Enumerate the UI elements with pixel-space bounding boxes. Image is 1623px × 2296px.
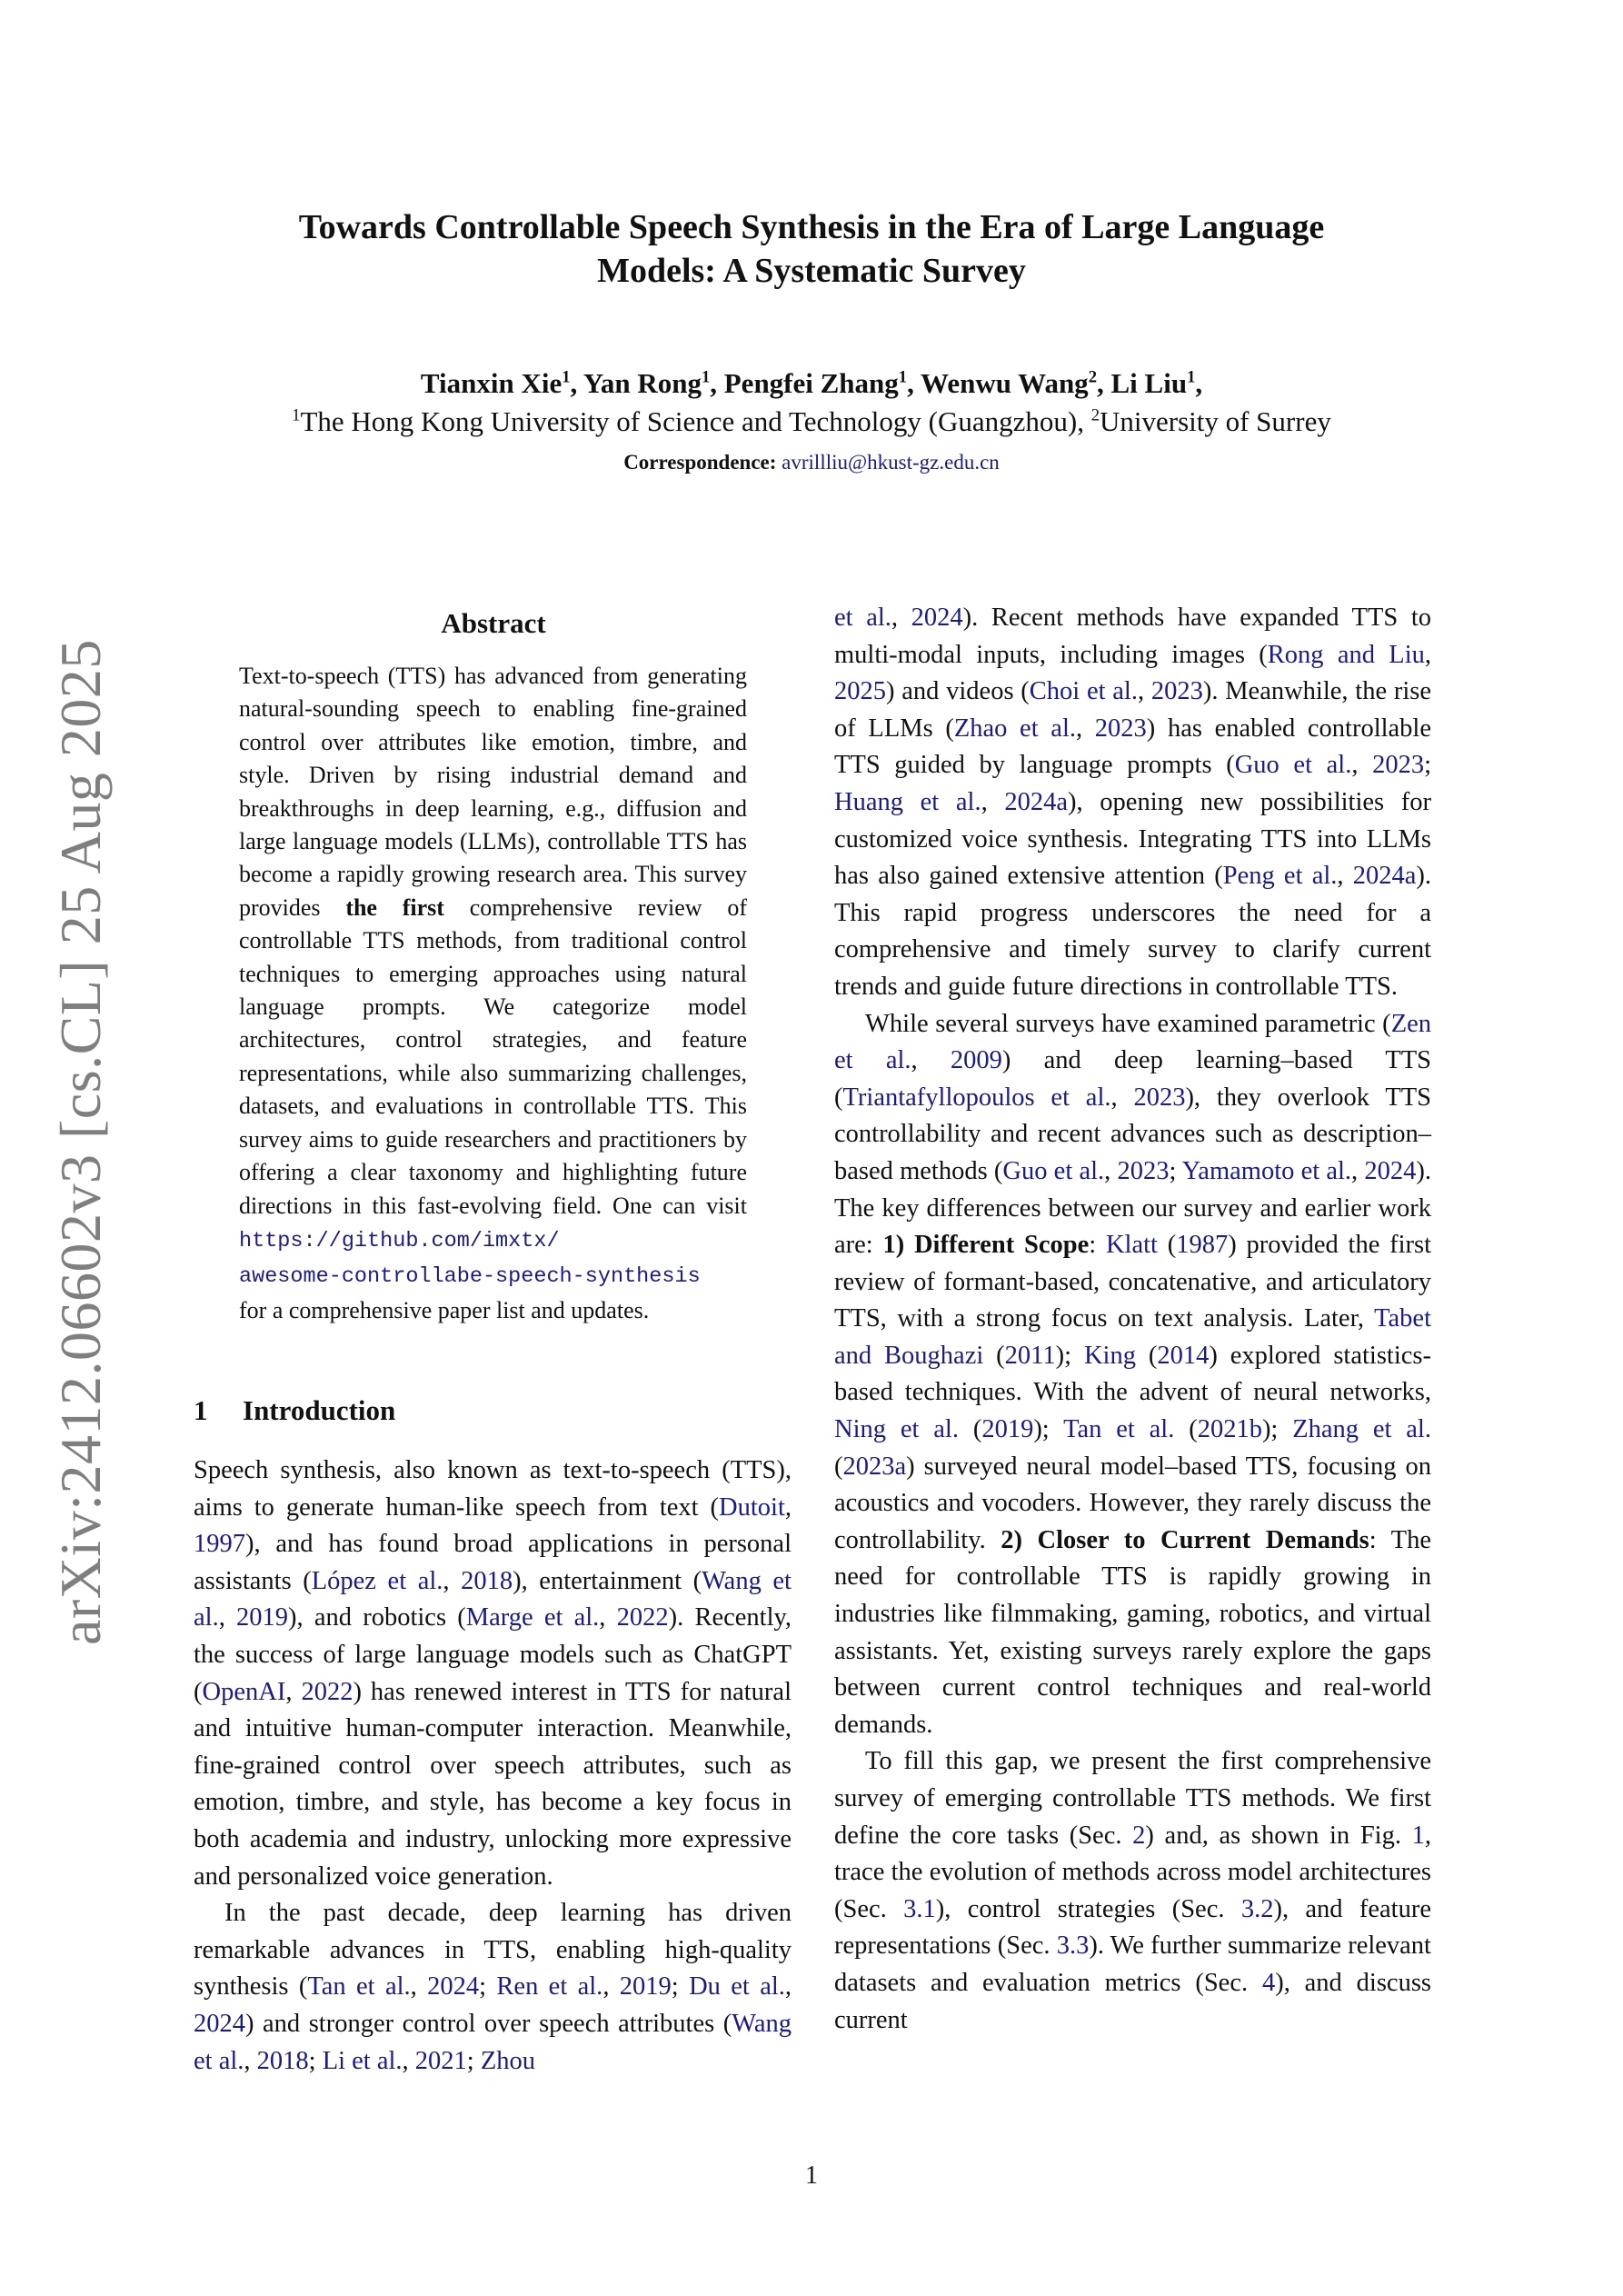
abstract-text-1: Text-to-speech (TTS) has advanced from generating natural-sounding speech to enabling fine-grained control over attributes like emotion, timbre, and style. Driven by rising industrial demand and breakthroughs in deep learning, e.g., diffusion and large language models (LLMs), controllable TTS has become a rapidly growing research area. This survey provides <box>239 663 747 921</box>
citation-link[interactable]: Tan et al. <box>1063 1415 1175 1444</box>
citation-link[interactable]: Li et al. <box>322 2046 403 2075</box>
github-link-part-1[interactable]: https://github.com/imxtx/ <box>239 1228 560 1253</box>
citation-link[interactable]: Ning et al. <box>834 1415 959 1444</box>
github-repo-link[interactable] <box>239 1229 701 1289</box>
citation-link[interactable]: Marge et al. <box>465 1603 600 1632</box>
correspondence <box>182 449 1441 476</box>
citation-link[interactable]: Ren et al. <box>496 1972 603 2002</box>
affiliation-list: $^1$The Hong Kong University of Science and Technology (Guangzhou), $^2$University of Surrey <box>292 405 1331 437</box>
section-heading-introduction <box>194 1393 395 1429</box>
citation-link[interactable]: 2023 <box>1094 714 1147 743</box>
citation-link[interactable]: 2019 <box>236 1603 289 1632</box>
citation-link[interactable]: 3.2 <box>1240 1894 1274 1923</box>
citation-link[interactable]: Triantafyllopoulos et al. <box>842 1083 1111 1112</box>
citation-link[interactable]: 2022 <box>301 1677 353 1706</box>
affiliation-name: The Hong Kong University of Science and Technology (Guangzhou) <box>300 405 1078 437</box>
affiliation-marker: 1 <box>701 367 711 387</box>
section-number: 1 <box>194 1394 208 1426</box>
citation-link[interactable]: Rong and Liu <box>1267 640 1425 669</box>
citation-link[interactable]: 4 <box>1261 1968 1276 1997</box>
citation-link[interactable]: 2021 <box>414 2046 467 2075</box>
citation-link[interactable]: Huang et al. <box>834 787 981 816</box>
citation-link[interactable]: 1 <box>1411 1821 1425 1850</box>
citation-link[interactable]: Tabet and Boughazi <box>834 1304 1431 1370</box>
citation-link[interactable]: Zen et al. <box>834 1009 1431 1075</box>
title-line-1: Towards Controllable Speech Synthesis in the Era of Large Language <box>298 208 1325 246</box>
citation-link[interactable]: 2023 <box>1117 1156 1170 1185</box>
citation-link[interactable]: Dutoit <box>719 1492 785 1522</box>
citation-link[interactable]: 2024 <box>1364 1156 1417 1185</box>
citation-link[interactable]: 2024 <box>427 1972 480 2002</box>
abstract-body <box>239 660 747 1327</box>
citation-link[interactable]: 2019 <box>619 1972 672 2002</box>
correspondence-email-link[interactable]: avrillliu@hkust-gz.edu.cn <box>782 451 1000 474</box>
intro-paragraph-1: Speech synthesis, also known as text-to-speech (TTS), aims to generate human-like speech from text (Dutoit, 1997), and has found broad applications in personal assistants (López et al., 2018), entertainment (Wang et al., 2019), and robotics (Marge et al., 2022). Recently, the success of large language models such as ChatGPT (OpenAI, 2022) has renewed interest in TTS for natural and intuitive human-computer interaction. Meanwhile, fine-grained control over speech attributes, such as emotion, timbre, and style, has become a key focus in both academia and industry, unlocking more expressive and personalized voice generation. <box>194 1456 792 1891</box>
abstract-text-2: comprehensive review of controllable TTS methods, from traditional control techniques to emerging approaches using natural language prompts. We categorize model architectures, control strategies, and feature representations, while also summarizing challenges, datasets, and evaluations in controllable TTS. This survey aims to guide researchers and practitioners by offering a clear taxonomy and highlighting future directions in this fast-evolving field. One can visit <box>239 893 748 1219</box>
citation-link[interactable]: et al. <box>834 604 891 632</box>
citation-link[interactable]: 2024a <box>1004 787 1069 816</box>
github-link-part-2[interactable]: awesome-controllabe-speech-synthesis <box>239 1264 701 1290</box>
arxiv-identifier-stamp: arXiv:2412.06602v3 [cs.CL] 25 Aug 2025 <box>48 639 113 1645</box>
citation-link[interactable]: 2019 <box>981 1415 1034 1444</box>
citation-link[interactable]: 3.3 <box>1056 1932 1090 1961</box>
citation-link[interactable]: Yamamoto et al. <box>1181 1156 1352 1185</box>
citation-link[interactable]: Tan et al. <box>307 1972 411 2002</box>
correspondence-label: Correspondence: <box>623 451 777 474</box>
citation-link[interactable]: Guo et al. <box>1002 1156 1105 1185</box>
citation-link[interactable]: Zhang et al. <box>1292 1415 1431 1444</box>
author-name: Yan Rong <box>582 367 702 399</box>
citation-link[interactable]: 2023 <box>1133 1083 1186 1112</box>
citation-link[interactable]: Du et al. <box>689 1972 785 2002</box>
author-name: Pengfei Zhang <box>723 367 899 399</box>
section-title: Introduction <box>243 1394 396 1426</box>
citation-link[interactable]: 2024 <box>194 2009 245 2038</box>
citation-link[interactable]: 2011 <box>1004 1341 1056 1370</box>
citation-link[interactable]: 2009 <box>950 1046 1002 1075</box>
title-line-2: Models: A Systematic Survey <box>597 252 1026 290</box>
citation-link[interactable]: Zhao et al. <box>953 714 1076 743</box>
author-list: Tianxin Xie$^1$, Yan Rong$^1$, Pengfei Zhang$^1$, Wenwu Wang$^2$, Li Liu$^1$, <box>420 367 1203 399</box>
citation-link[interactable]: Wang et al. <box>194 2009 792 2075</box>
citation-link[interactable]: 1987 <box>1176 1231 1229 1260</box>
citation-link[interactable]: OpenAI <box>202 1677 286 1706</box>
bold-emphasis: 2) Closer to Current Demands <box>1001 1525 1369 1554</box>
page-number: 1 <box>805 2161 818 2190</box>
citation-link[interactable]: 2023 <box>1150 677 1203 706</box>
citation-link[interactable]: 2021b <box>1197 1415 1262 1444</box>
abstract-heading: Abstract <box>441 607 546 639</box>
citation-link[interactable]: 2014 <box>1157 1341 1210 1370</box>
citation-link[interactable]: 2018 <box>461 1566 513 1595</box>
bold-emphasis: 1) Different Scope <box>882 1231 1090 1260</box>
intro-paragraph-2: In the past decade, deep learning has driven remarkable advances in TTS, enabling high-quality synthesis (Tan et al., 2024; Ren et al., 2019; Du et al., 2024) and stronger control over speech attributes (Wang et al., 2018; Li et al., 2021; Zhou <box>194 1899 792 2075</box>
citation-link[interactable]: 3.1 <box>903 1894 936 1923</box>
citation-link[interactable]: Guo et al. <box>1234 751 1352 780</box>
author-name: Tianxin Xie <box>420 367 563 399</box>
left-column-body <box>194 1452 792 2080</box>
citation-link[interactable]: King <box>1083 1341 1136 1370</box>
abstract-text-3: for a comprehensive paper list and updates. <box>239 1296 650 1323</box>
affiliation-name: University of Surrey <box>1099 405 1331 437</box>
affiliation-marker: 1 <box>1187 367 1196 387</box>
citation-link[interactable]: Choi et al. <box>1029 677 1138 706</box>
intro-paragraph-4: To fill this gap, we present the first comprehensive survey of emerging controllable TTS methods. We first define the core tasks (Sec. 2) and, as shown in Fig. 1, trace the evolution of methods across model architectures (Sec. 3.1), control strategies (Sec. 3.2), and feature representations (Sec. 3.3). We further summarize relevant datasets and evaluation metrics (Sec. 4), and discuss current <box>834 1747 1431 2034</box>
citation-link[interactable]: 2023 <box>1372 751 1425 780</box>
affiliation-marker: 1 <box>562 367 571 387</box>
citation-link[interactable]: 2023a <box>842 1452 907 1481</box>
citation-link[interactable]: López et al. <box>311 1566 443 1595</box>
author-name: Wenwu Wang <box>921 367 1089 399</box>
intro-paragraph-3: While several surveys have examined parametric (Zen et al., 2009) and deep learning–based TTS (Triantafyllopoulos et al., 2023), they overlook TTS controllability and recent advances such as description–based methods (Guo et al., 2023; Yamamoto et al., 2024). The key differences between our survey and earlier work are: 1) Different Scope: Klatt (1987) provided the first review of formant-based, concatenative, and articulatory TTS, with a strong focus on text analysis. Later, Tabet and Boughazi (2011); King (2014) explored statistics-based techniques. With the advent of neural networks, Ning et al. (2019); Tan et al. (2021b); Zhang et al. (2023a) surveyed neural model–based TTS, focusing on acoustics and vocoders. However, they rarely discuss the controllability. 2) Closer to Current Demands: The need for controllable TTS is rapidly growing in industries like filmmaking, gaming, robotics, and virtual assistants. Yet, existing surveys rarely explore the gaps between current control techniques and real-world demands. <box>834 1009 1432 1739</box>
paper-title <box>182 205 1441 293</box>
citation-link[interactable]: 2 <box>1132 1821 1146 1850</box>
citation-link[interactable]: 2024 <box>911 604 963 632</box>
abstract-emphasis: the first <box>345 893 444 921</box>
author-name: Li Liu <box>1110 367 1188 399</box>
citation-link[interactable]: Peng et al. <box>1222 862 1338 891</box>
citation-link[interactable]: Zhou <box>480 2046 535 2075</box>
citation-link[interactable]: 1997 <box>194 1530 245 1559</box>
right-column-body <box>834 600 1431 2039</box>
citation-link[interactable]: 2025 <box>834 677 886 706</box>
affiliation-marker: 1 <box>898 367 908 387</box>
citation-link[interactable]: 2022 <box>616 1603 669 1632</box>
citation-link[interactable]: Klatt <box>1105 1231 1158 1260</box>
affiliation-marker: 1 <box>292 405 301 425</box>
citation-link[interactable]: 2018 <box>256 2046 309 2075</box>
affiliation-marker: 2 <box>1090 405 1100 425</box>
citation-link[interactable]: Wang et al. <box>194 1566 792 1632</box>
citation-link[interactable]: 2024a <box>1352 862 1417 891</box>
affiliation-marker: 2 <box>1088 367 1097 387</box>
intro-paragraph-2-continued: et al., 2024). Recent methods have expanded TTS to multi-modal inputs, including images (Rong and Liu, 2025) and videos (Choi et al., 2023). Meanwhile, the rise of LLMs (Zhao et al., 2023) has enabled controllable TTS guided by language prompts (Guo et al., 2023; Huang et al., 2024a), opening new possibilities for customized voice synthesis. Integrating TTS into LLMs has also gained extensive attention (Peng et al., 2024a). This rapid progress underscores the need for a comprehensive and timely survey to clarify current trends and guide future directions in controllable TTS. <box>834 604 1432 1001</box>
